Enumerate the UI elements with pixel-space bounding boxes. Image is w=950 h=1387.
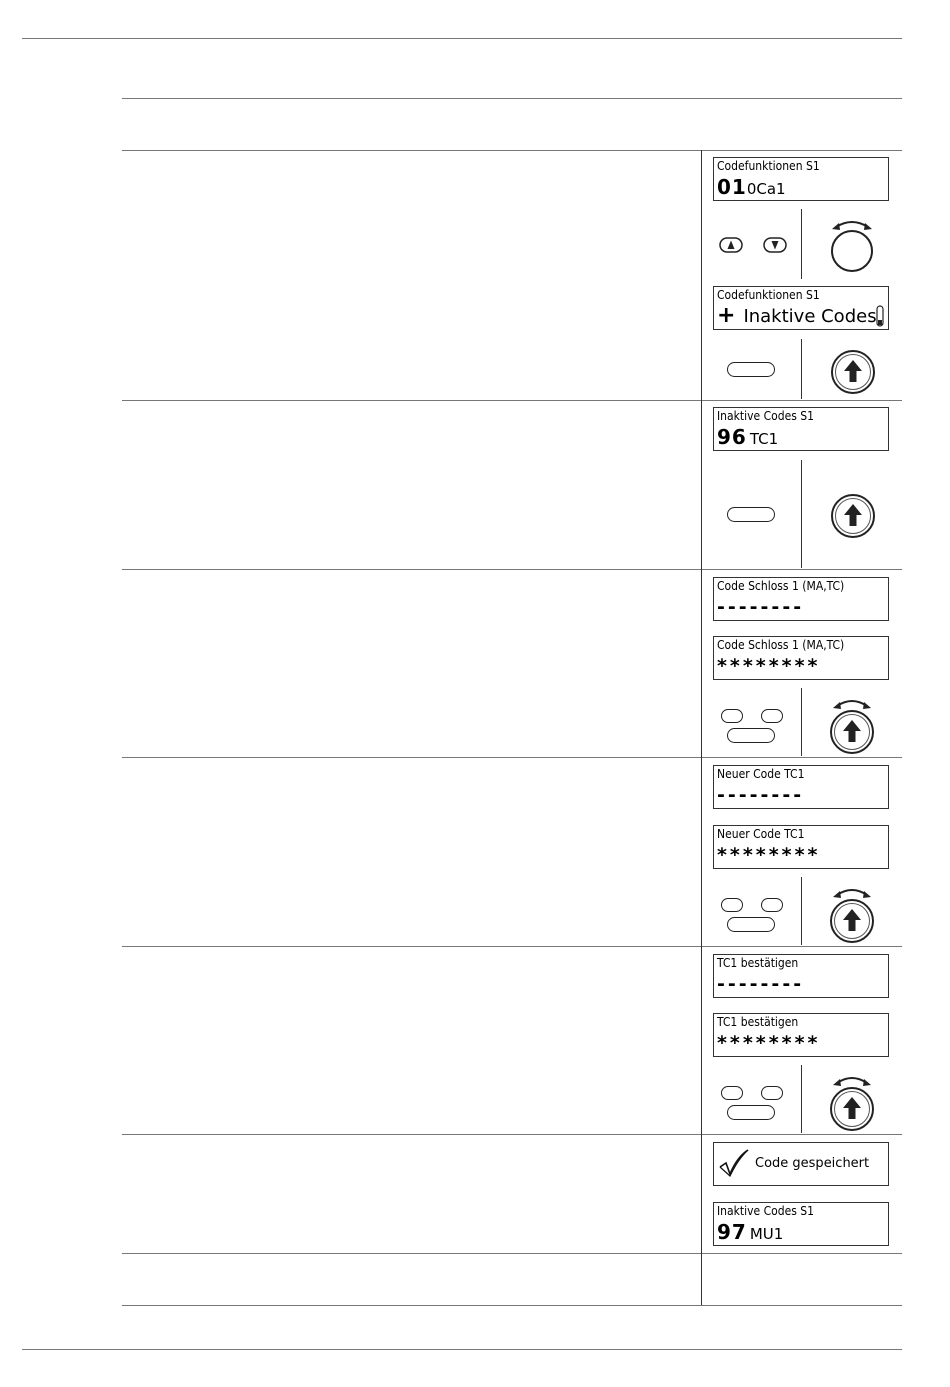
enter-button[interactable] [727, 728, 775, 743]
rotary-push-knob-icon[interactable] [827, 883, 877, 945]
display-screen [713, 577, 889, 621]
row-rule [122, 150, 902, 151]
display-value: -------- [717, 596, 805, 618]
row-rule [122, 569, 902, 570]
display-title: TC1 bestätigen [717, 956, 799, 970]
display-title: Codefunktionen S1 [717, 159, 820, 173]
display-screen [713, 157, 889, 201]
display-value: Inaktive Codes [743, 306, 877, 327]
display-screen [713, 1013, 889, 1057]
display-title: Inaktive Codes S1 [717, 1204, 815, 1218]
display-screen [713, 636, 889, 680]
display-number: 97 [717, 1220, 747, 1244]
enter-button[interactable] [727, 507, 775, 522]
display-value: 0Ca1 [746, 180, 786, 198]
control-panel [713, 1065, 889, 1133]
rotary-push-knob-icon[interactable] [827, 694, 877, 756]
display-value: TC1 [749, 430, 779, 448]
push-knob-icon[interactable] [830, 349, 876, 395]
row-rule [122, 1134, 902, 1135]
display-title: Inaktive Codes S1 [717, 409, 815, 423]
display-title: Neuer Code TC1 [717, 827, 805, 841]
display-title: Code Schloss 1 (MA,TC) [717, 579, 845, 593]
display-value: -------- [717, 784, 805, 806]
row-rule [122, 1253, 902, 1254]
display-screen [713, 407, 889, 451]
row-rule [122, 757, 902, 758]
push-knob-icon[interactable] [830, 493, 876, 539]
display-value: MU1 [749, 1225, 784, 1243]
display-title: Code Schloss 1 (MA,TC) [717, 638, 845, 652]
display-value: ******** [717, 1032, 821, 1054]
enter-button[interactable] [727, 917, 775, 932]
display-title: Neuer Code TC1 [717, 767, 805, 781]
display-screen [713, 825, 889, 869]
right-button[interactable] [761, 709, 783, 723]
rotary-knob-icon[interactable] [828, 215, 876, 275]
plus-icon: + [717, 303, 736, 328]
right-button[interactable] [761, 898, 783, 912]
control-panel [713, 209, 889, 279]
control-panel [713, 339, 889, 399]
enter-button[interactable] [727, 1105, 775, 1120]
confirmation-message: Code gespeichert [755, 1156, 870, 1171]
left-button[interactable] [721, 898, 743, 912]
row-rule [122, 400, 902, 401]
check-icon [717, 1147, 751, 1181]
left-button[interactable] [721, 1086, 743, 1100]
table-bottom-rule [122, 1305, 902, 1306]
display-number: 96 [717, 425, 747, 449]
display-screen [713, 1202, 889, 1246]
display-value: -------- [717, 973, 805, 995]
up-arrow-button[interactable] [719, 237, 743, 253]
display-screen [713, 286, 889, 330]
down-arrow-button[interactable] [763, 237, 787, 253]
right-button[interactable] [761, 1086, 783, 1100]
display-screen [713, 765, 889, 809]
scrollbar-icon [876, 305, 884, 327]
control-panel [713, 877, 889, 945]
display-title: TC1 bestätigen [717, 1015, 799, 1029]
enter-button[interactable] [727, 362, 775, 377]
control-panel [713, 460, 889, 568]
top-rule [22, 38, 902, 39]
row-rule [122, 946, 902, 947]
rotary-push-knob-icon[interactable] [827, 1071, 877, 1133]
column-divider [701, 150, 702, 1305]
table-top-rule [122, 98, 902, 99]
left-button[interactable] [721, 709, 743, 723]
control-panel [713, 688, 889, 756]
display-title: Codefunktionen S1 [717, 288, 820, 302]
confirmation-screen [713, 1142, 889, 1186]
display-value: ******** [717, 844, 821, 866]
display-value: ******** [717, 655, 821, 677]
bottom-rule [22, 1349, 902, 1350]
display-screen [713, 954, 889, 998]
display-number: 01 [717, 175, 747, 199]
